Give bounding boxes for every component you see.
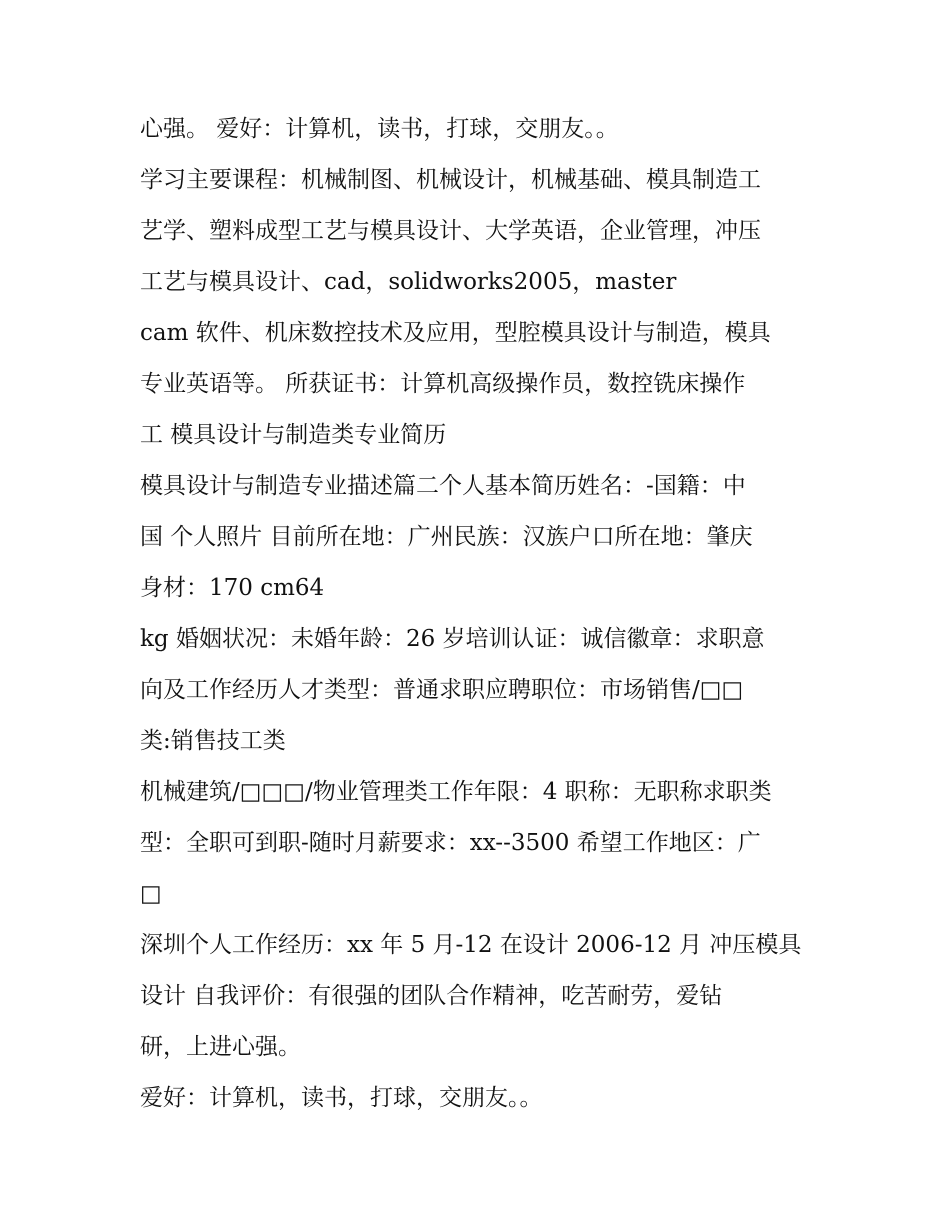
text-line: 模具设计与制造专业描述篇二个人基本简历姓名：-国籍：中 — [140, 473, 746, 499]
text-line: 工 模具设计与制造类专业简历 — [140, 422, 447, 448]
text-line: 专业英语等。 所获证书：计算机高级操作员，数控铣床操作 — [140, 371, 746, 397]
text-line: 向及工作经历人才类型：普通求职应聘职位：市场销售/□□ — [140, 677, 744, 703]
text-line: 学习主要课程：机械制图、机械设计，机械基础、模具制造工 — [140, 167, 761, 193]
text-line: 国 个人照片 目前所在地：广州民族：汉族户口所在地：肇庆 — [140, 524, 753, 550]
text-line: 研，上进心强。 — [140, 1034, 301, 1060]
text-line: □ — [140, 881, 162, 907]
text-line: 深圳个人工作经历：xx 年 5 月-12 在设计 2006-12 月 冲压模具 — [140, 932, 802, 958]
text-line: 工艺与模具设计、cad，solidworks2005，master — [140, 269, 677, 295]
text-line: 类:销售技工类 — [140, 728, 286, 754]
text-line: 设计 自我评价：有很强的团队合作精神，吃苦耐劳，爱钻 — [140, 983, 723, 1009]
text-line: 艺学、塑料成型工艺与模具设计、大学英语，企业管理，冲压 — [140, 218, 761, 244]
text-line: 爱好：计算机，读书，打球，交朋友。。 — [140, 1085, 543, 1111]
text-line: 心强。 爱好：计算机，读书，打球，交朋友。。 — [140, 116, 619, 142]
text-line: 型：全职可到职-随时月薪要求：xx--3500 希望工作地区：广 — [140, 830, 761, 856]
text-line: 机械建筑/□□□/物业管理类工作年限：4 职称：无职称求职类 — [140, 779, 772, 805]
text-line: 身材：170 cm64 — [140, 575, 325, 601]
text-line: kg 婚姻状况：未婚年龄：26 岁培训认证：诚信徽章：求职意 — [140, 626, 765, 652]
body-text — [140, 104, 820, 1124]
text-line: cam 软件、机床数控技术及应用，型腔模具设计与制造，模具 — [140, 320, 771, 346]
